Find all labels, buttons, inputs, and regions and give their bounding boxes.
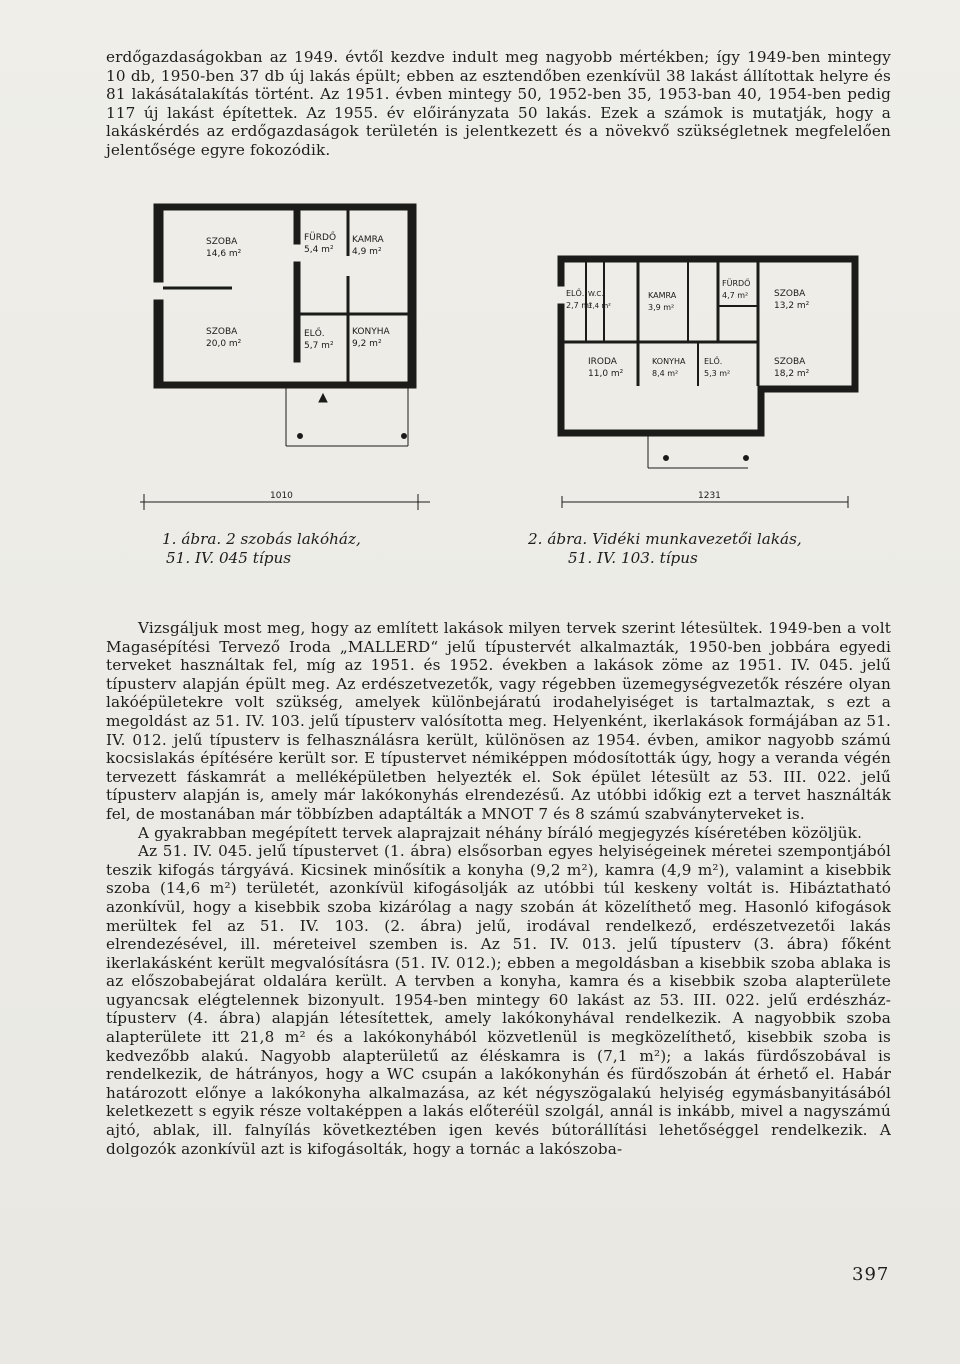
fig2-room-name: FÜRDŐ (722, 279, 751, 288)
figure-1-caption-line-2: 51. IV. 045 típus (166, 549, 292, 567)
body-text (106, 619, 891, 1158)
fig2-room-area: 1,4 m² (588, 302, 611, 310)
fig1-room-area: 20,0 m² (206, 339, 242, 349)
fig2-room-area: 3,9 m² (648, 303, 675, 312)
body-paragraph-1: Vizsgáljuk most meg, hogy az említett lakások milyen tervek szerint létesültek. 1949-ben a volt Magasépítési Tervező Iroda „MALLERD“ jelű típustervét alkalmazták, 1950-ben jobbára egyedi terveket használtak fel, míg az 1951. és 1952. években a lakások zöme az 1951. IV. 045. jelű típusterv alapján épült meg. Az erdészetvezetők, vagy régebben üzemegységvezetők részére olyan lakóépületekre volt szükség, amelyek különbejáratú irodahelyiséget is tartalmaztak, s ezt a megoldást az 51. IV. 103. jelű típusterv valósította meg. Helyenként, ikerlakások formájában az 51. IV. 012. jelű típusterv is felhasználásra került, különösen az 1954. évben, amikor nagyobb számú kocsislakás építésére került sor. E típustervet némiképpen módosították úgy, hogy a veranda végén tervezett fáskamrát a melléképületben helyezték el. Sok épület létesült az 53. III. 022. jelű típusterv alapján is, amely már lakókonyhás elrendezésű. Az utóbbi időkig ezt a tervet használták fel, de mostanában már többízben adaptálták a MNOT 7 és 8 számú szabványterveket is. (106, 619, 891, 823)
fig2-dimension: 1231 (698, 491, 721, 501)
fig1-room-area: 14,6 m² (206, 249, 242, 259)
fig2-room-name: SZOBA (774, 289, 806, 299)
fig1-room-name: FÜRDŐ (304, 233, 337, 243)
fig2-room-name: IRODA (588, 357, 617, 367)
fig2-room-area: 11,0 m² (588, 369, 624, 379)
fig2-room-area: 18,2 m² (774, 369, 810, 379)
fig2-room-area: 2,7 m² (566, 301, 593, 310)
fig1-room-name: KONYHA (352, 327, 390, 337)
figure-2-caption-line-1: 2. ábra. Vidéki munkavezetői lakás, (528, 530, 802, 548)
fig1-room-name: KAMRA (352, 235, 384, 245)
figure-2-caption-line-2: 51. IV. 103. típus (568, 549, 698, 567)
figure-2-floor-plan (548, 246, 864, 526)
figure-1-caption-line-1: 1. ábra. 2 szobás lakóház, (162, 530, 361, 548)
fig2-room-name: KAMRA (648, 291, 677, 300)
fig1-room-area: 5,7 m² (304, 341, 334, 351)
fig1-room-area: 5,4 m² (304, 245, 334, 255)
body-paragraph-3: Az 51. IV. 045. jelű típustervet (1. ábra) elsősorban egyes helyiségeinek méretei szempontjából teszik kifogás tárgyává. Kicsinek minősítik a konyha (9,2 m²), kamra (4,9 m²), valamint a kisebbik szoba (14,6 m²) területét, azonkívül kifogásolják az utóbbi túl keskeny voltát is. Hibáztatható azonkívül, hogy a kisebbik szoba kizárólag a nagy szobán át közelíthető meg. Hasonló kifogások merültek fel az 51. IV. 103. (2. ábra) jelű, irodával rendelkező, erdészetvezetői lakás elrendezésével, ill. méreteivel szemben is. Az 51. IV. 013. jelű típusterv (3. ábra) főként ikerlakásként került megvalósításra (51. IV. 012.); ebben a megoldásban a kisebbik szoba ablaka is az előszobabejárat oldalára került. A tervben a konyha, kamra és a kisebbik szoba alapterülete ugyancsak elégtelennek bizonyult. 1954-ben mintegy 60 lakást az 53. III. 022. jelű erdészház-típusterv (4. ábra) alapján létesítettek, amely lakókonyhával rendelkezik. A nagyobbik szoba alapterülete itt 21,8 m² és a lakókonyhából közvetlenül is megközelíthető, kisebbik szoba is kedvezőbb alakú. Nagyobb alapterületű az éléskamra is (7,1 m²); a lakás fürdőszobával is rendelkezik, de hátrányos, hogy a WC csupán a lakókonyhán és fürdőszobán át érhető el. Habár határozott előnye a lakókonyha alkalmazása, az két négyszögalakú helyiség egymásbanyitásából keletkezett s egyik része voltaképpen a lakás előteréül szolgál, annál is inkább, mivel a nagyszámú ajtó, ablak, ill. falnyílás következtében igen kevés bútorállítási lehetőséggel rendelkezik. A dolgozók azonkívül azt is kifogásolták, hogy a tornác a lakószoba- (106, 842, 891, 1158)
figure-2-caption (528, 530, 802, 568)
body-paragraph-2: A gyakrabban megépített tervek alaprajzait néhány bíráló megjegyzés kíséretében közöljük. (138, 823, 863, 842)
fig2-room-area: 8,4 m² (652, 369, 679, 378)
figure-1-caption (162, 530, 361, 568)
fig2-room-name: W.C. (588, 290, 604, 298)
fig1-room-name: SZOBA (206, 237, 238, 247)
fig2-room-area: 4,7 m² (722, 291, 749, 300)
fig2-room-area: 5,3 m² (704, 369, 731, 378)
figure-1-floor-plan (140, 196, 430, 526)
fig2-room-name: KONYHA (652, 357, 686, 366)
fig1-room-area: 4,9 m² (352, 247, 382, 257)
fig2-room-area: 13,2 m² (774, 301, 810, 311)
fig1-room-name: SZOBA (206, 327, 238, 337)
fig2-room-name: SZOBA (774, 357, 806, 367)
fig1-dimension: 1010 (270, 491, 293, 501)
intro-paragraph: erdőgazdaságokban az 1949. évtől kezdve indult meg nagyobb mértékben; így 1949-ben mintegy 10 db, 1950-ben 37 db új lakás épült; ebben az esztendőben ezenkívül 38 lakást állítottak helyre és 81 lakásátalakítás történt. Az 1951. évben mintegy 50, 1952-ben 35, 1953-ban 40, 1954-ben pedig 117 új lakást építettek. Az 1955. év előirányzata 50 lakás. Ezek a számok is mutatják, hogy a lakáskérdés az erdőgazdaságok területén is jelentkezett és a növekvő szükségletnek megfelelően jelentősége egyre fokozódik. (106, 48, 891, 159)
fig1-room-area: 9,2 m² (352, 339, 382, 349)
page-number: 397 (852, 1264, 890, 1285)
fig2-room-name: ELŐ. (704, 357, 723, 366)
fig2-room-name: ELŐ. (566, 289, 585, 298)
fig1-room-name: ELŐ. (304, 329, 325, 339)
